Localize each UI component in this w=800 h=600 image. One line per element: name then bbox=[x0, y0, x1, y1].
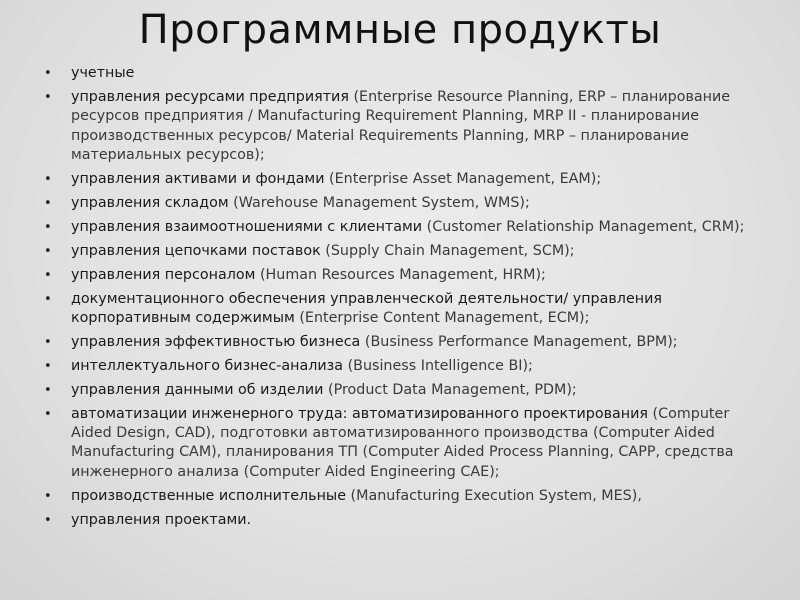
bullet-text-en: (Customer Relationship Management, CRM); bbox=[426, 218, 745, 235]
slide-title: Программные продукты bbox=[138, 7, 662, 53]
bullet-item bbox=[44, 242, 764, 261]
bullet-item bbox=[44, 64, 764, 83]
bullet-item bbox=[44, 290, 764, 329]
bullet-text-en: (Product Data Management, PDM); bbox=[328, 381, 577, 398]
bullet-text-ru: документационного обеспечения управленческой деятельности/ управления корпоративным содержимым bbox=[71, 290, 662, 326]
bullet-icon: • bbox=[44, 512, 52, 528]
bullet-item bbox=[44, 266, 764, 285]
bullet-icon: • bbox=[44, 488, 52, 504]
bullet-text-ru: управления складом bbox=[71, 194, 234, 211]
bullet-text-ru: интеллектуального бизнес-анализа bbox=[71, 357, 348, 374]
bullet-text-ru: производственные исполнительные bbox=[71, 487, 351, 504]
bullet-text-ru: управления ресурсами предприятия bbox=[71, 88, 354, 105]
bullet-text-ru: учетные bbox=[71, 65, 135, 81]
bullet-icon: • bbox=[44, 334, 52, 350]
bullet-item bbox=[44, 170, 764, 189]
bullet-icon: • bbox=[44, 358, 52, 374]
bullet-icon: • bbox=[44, 89, 52, 105]
bullet-text-en: (Supply Chain Management, SCM); bbox=[325, 242, 575, 259]
bullet-icon: • bbox=[44, 291, 52, 307]
bullet-item bbox=[44, 218, 764, 237]
bullet-item bbox=[44, 357, 764, 376]
bullet-text-en: (Business Intelligence BI); bbox=[347, 357, 533, 374]
bullet-item bbox=[44, 333, 764, 352]
bullet-text-ru: управления проектами. bbox=[71, 511, 252, 528]
bullet-text-ru: управления эффективностью бизнеса bbox=[71, 333, 365, 350]
bullet-text-ru: управления цепочками поставок bbox=[71, 242, 326, 259]
bullet-item bbox=[44, 194, 764, 213]
bullet-text-en: (Enterprise Asset Management, EAM); bbox=[329, 171, 602, 188]
bullet-item bbox=[44, 405, 764, 483]
bullet-icon: • bbox=[44, 267, 52, 283]
bullet-text-en: (Business Performance Management, BPM); bbox=[364, 333, 678, 350]
bullet-icon: • bbox=[44, 406, 52, 422]
bullet-text-ru: управления персоналом bbox=[71, 266, 260, 283]
bullet-text-ru: управления данными об изделии bbox=[71, 381, 328, 398]
bullet-icon: • bbox=[44, 243, 52, 259]
bullet-item bbox=[44, 487, 764, 506]
bullet-text-ru: автоматизации инженерного труда: автоматизированного проектирования bbox=[71, 405, 653, 422]
bullet-text-en: (Warehouse Management System, WMS); bbox=[233, 194, 530, 211]
bullet-item bbox=[44, 381, 764, 400]
bullet-item bbox=[44, 511, 764, 530]
bullet-text-en: (Manufacturing Execution System, MES), bbox=[350, 487, 642, 504]
bullet-text-en: (Computer Aided Design, CAD), подготовки автоматизированного производства (Computer Aided Manufacturing CAM), планирования ТП (Computer Aided Process Planning, CAPP, средства инженерного анализа (Computer Aided Engineering CAE); bbox=[71, 405, 734, 480]
bullet-icon: • bbox=[44, 195, 52, 211]
bullet-text-ru: управления активами и фондами bbox=[71, 171, 330, 188]
bullet-item bbox=[44, 88, 764, 166]
bullet-icon: • bbox=[44, 219, 52, 235]
bullet-text-en: (Human Resources Management, HRM); bbox=[259, 266, 546, 283]
bullet-icon: • bbox=[44, 66, 52, 81]
bullet-icon: • bbox=[44, 172, 52, 188]
bullet-text-ru: управления взаимоотношениями с клиентами bbox=[71, 218, 427, 235]
bullet-text-en: (Enterprise Content Management, ECM); bbox=[299, 309, 590, 326]
bullet-text-en: (Enterprise Resource Planning, ERP – планирование ресурсов предприятия / Manufacturing Requirement Planning, MRP II - планирование производственных ресурсов/ Material Requirements Planning, MRP – планирование материальных ресурсов); bbox=[71, 88, 731, 164]
bullet-list bbox=[44, 64, 764, 535]
bullet-icon: • bbox=[44, 382, 52, 398]
